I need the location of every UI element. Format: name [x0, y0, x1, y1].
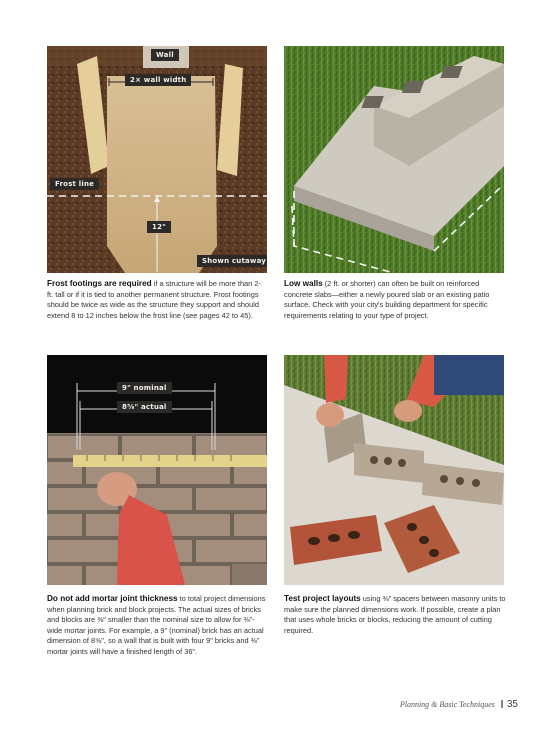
page-number: 35 [506, 699, 518, 710]
low-wall-slab-photo [284, 46, 504, 273]
layout-caption-body: using ⅜" spacers between masonry units to make sure the planned dimensions work. If possible, create a plan that uses whole bricks or blocks, reducing the amount of cutting required. [284, 594, 506, 635]
layout-caption-lead: Test project layouts [284, 594, 361, 603]
test-layout-photo [284, 355, 504, 585]
frost-footing-caption [47, 279, 267, 321]
wall-width-label: 2× wall width [125, 74, 191, 86]
frost-caption-lead: Frost footings are required [47, 279, 152, 288]
actual-label: 8⅝" actual [117, 401, 172, 413]
layout-illustration [284, 355, 504, 585]
nominal-label: 9" nominal [117, 382, 172, 394]
section-title: Planning & Basic Techniques [399, 700, 495, 709]
test-layout-caption [284, 594, 506, 636]
page-footer [400, 699, 518, 710]
depth-label: 12" [147, 221, 171, 233]
cutaway-label: Shown cutaway [197, 255, 267, 267]
frost-footing-photo [47, 46, 267, 273]
low-walls-caption [284, 279, 506, 321]
mortar-caption-lead: Do not add mortar joint thickness [47, 594, 178, 603]
mortar-caption-body: to total project dimensions when planning brick and block projects. The actual sizes of bricks and blocks are ⅜" smaller than the nominal size to allow for ⅜"-wide mortar joints. For example, a 9" (nominal) brick has an actual dimension of 8⅝", so a wall that is built with four 9" bricks and ⅜" mortar joints will have a finished length of 36". [47, 594, 266, 656]
wall-label: Wall [151, 49, 179, 61]
footer-divider [501, 700, 503, 708]
tape-measure-photo [47, 355, 267, 585]
slab-illustration [284, 46, 504, 273]
mortar-joint-caption [47, 594, 269, 658]
low-walls-caption-lead: Low walls [284, 279, 323, 288]
frost-line-label: Frost line [50, 178, 99, 190]
frost-caption-body: if a structure will be more than 2-ft. tall or if it is tied to another permanent structure. Frost footings should be twice as wide as the structure they support and should extend 8 to 12 inches below the frost line (see pages 42 to 45). [47, 279, 261, 320]
low-walls-caption-body: (2 ft. or shorter) can often be built on reinforced concrete slabs—either a newly poured slab or an existing patio surface. Check with your city's building department for specific requirements relating to your type of project. [284, 279, 490, 320]
